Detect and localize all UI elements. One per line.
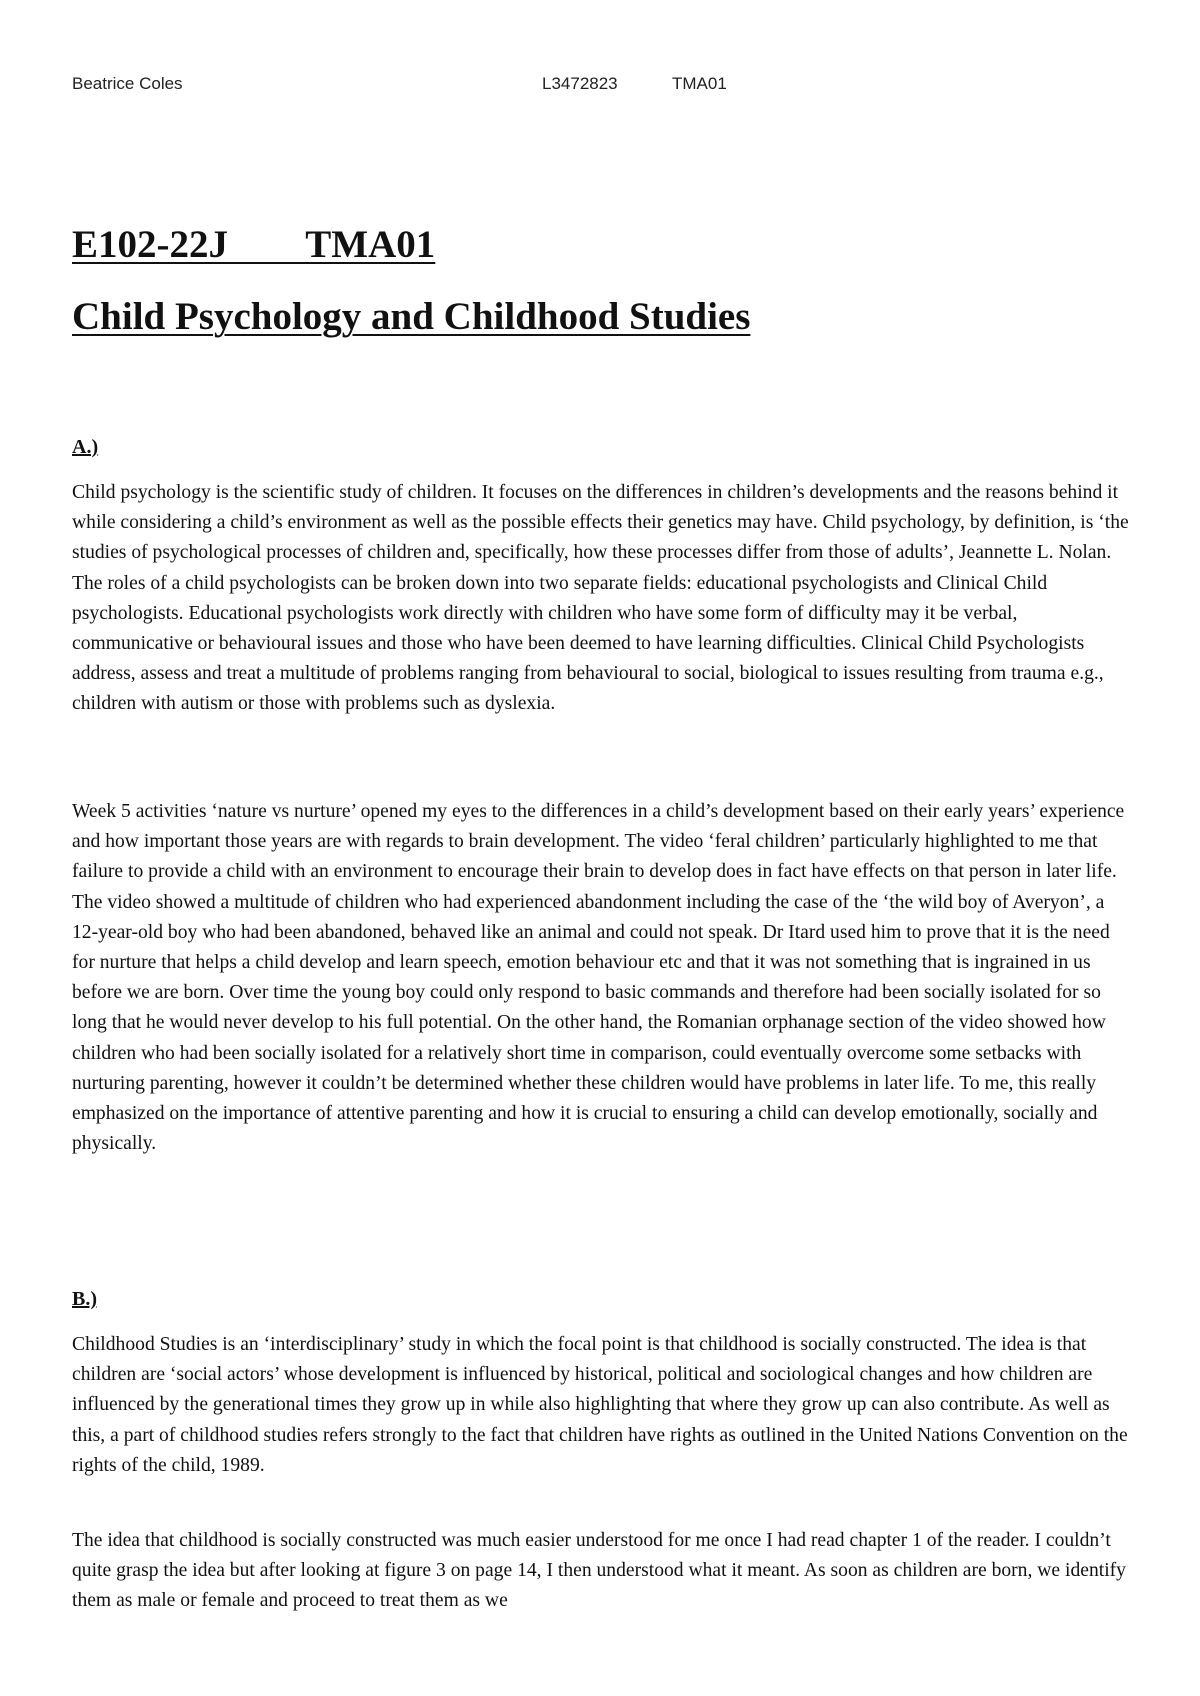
- section-b-paragraph-2: The idea that childhood is socially constructed was much easier understood for me once I had read chapter 1 of the reader. I couldn’t quite grasp the idea but after looking at figure 3 on page 14, I then understood what it meant. As soon as children are born, we identify them as male or female and proceed to treat them as we: [72, 1530, 1126, 1612]
- header-assignment: TMA01: [672, 74, 727, 93]
- header-student-id: L3472823: [542, 74, 618, 93]
- title-course-code: E102-22J TMA01: [72, 223, 436, 266]
- section-b-paragraph-1: Childhood Studies is an ‘interdisciplinary’ study in which the focal point is that childhood is socially constructed. The idea is that children are ‘social actors’ whose development is influenced by historical, political and sociological changes and how children are influenced by the generational times they grow up in while also highlighting that where they grow up can also contribute. As well as this, a part of childhood studies refers strongly to the fact that children have rights as outlined in the United Nations Convention on the rights of the child, 1989.: [72, 1334, 1128, 1476]
- section-a-paragraph-2: Week 5 activities ‘nature vs nurture’ opened my eyes to the differences in a child’s development based on their early years’ experience and how important those years are with regards to brain development. The video ‘feral children’ particularly highlighted to me that failure to provide a child with an environment to encourage their brain to develop does in fact have effects on that person in later life. The video showed a multitude of children who had experienced abandonment including the case of the ‘the wild boy of Averyon’, a 12-year-old boy who had been abandoned, behaved like an animal and could not speak. Dr Itard used him to prove that it is the need for nurture that helps a child develop and learn speech, emotion behaviour etc and that it was not something that is ingrained in us before we are born. Over time the young boy could only respond to basic commands and therefore had been socially isolated for so long that he would never develop to his full potential. On the other hand, the Romanian orphanage section of the video showed how children who had been socially isolated for a relatively short time in comparison, could eventually overcome some setbacks with nurturing parenting, however it couldn’t be determined whether these children would have problems in later life. To me, this really emphasized on the importance of attentive parenting and how it is crucial to ensuring a child can develop emotionally, socially and physically.: [72, 801, 1125, 1155]
- title-subject: Child Psychology and Childhood Studies: [72, 295, 751, 338]
- section-a-paragraph-1: Child psychology is the scientific study of children. It focuses on the differences in children’s developments and the reasons behind it while considering a child’s environment as well as the possible effects their genetics may have. Child psychology, by definition, is ‘the studies of psychological processes of children and, specifically, how these processes differ from those of adults’, Jeannette L. Nolan. The roles of a child psychologists can be broken down into two separate fields: educational psychologists and Clinical Child psychologists. Educational psychologists work directly with children who have some form of difficulty may it be verbal, communicative or behavioural issues and those who have been deemed to have learning difficulties. Clinical Child Psychologists address, assess and treat a multitude of problems ranging from behavioural to social, biological to issues resulting from trauma e.g., children with autism or those with problems such as dyslexia.: [72, 482, 1129, 715]
- section-b-heading: B.): [72, 1288, 97, 1310]
- page-header: [72, 74, 1128, 100]
- section-a-heading: A.): [72, 436, 99, 458]
- header-author: Beatrice Coles: [72, 74, 183, 93]
